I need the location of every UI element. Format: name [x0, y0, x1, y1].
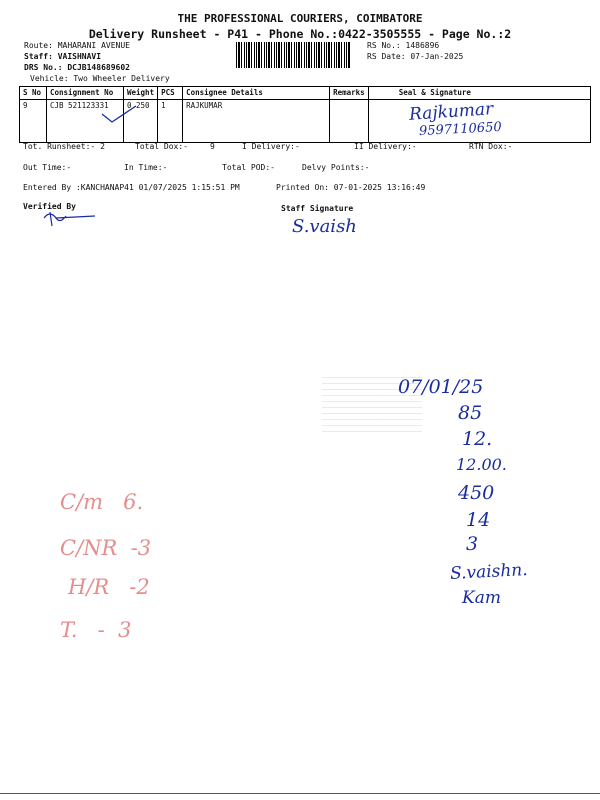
- total-dox-label: Total Dox:-: [135, 142, 188, 151]
- company-name: THE PROFESSIONAL COURIERS, COIMBATORE: [177, 12, 423, 25]
- i-delivery: I Delivery:-: [242, 142, 300, 151]
- cell-remarks: [330, 100, 369, 143]
- col-consignee: Consignee Details: [183, 87, 330, 100]
- hw-14: 14: [466, 509, 491, 531]
- verifier-signature-icon: [40, 208, 100, 228]
- col-sno: S No: [20, 87, 47, 100]
- hw-date: 07/01/25: [398, 376, 484, 398]
- consignee-phone: 9597110650: [418, 119, 502, 140]
- hw-note-hr: H/R -2: [68, 575, 150, 599]
- rs-number: RS No.: 1486896: [367, 41, 440, 50]
- hw-note-cnr: C/NR -3: [60, 536, 152, 560]
- delvy-points: Delvy Points:-: [302, 163, 370, 172]
- hw-12: 12.: [462, 428, 493, 450]
- col-weight: Weight: [124, 87, 158, 100]
- cell-weight: 0.250: [124, 100, 158, 143]
- hw-note-cm: C/m 6.: [60, 490, 144, 514]
- printed-on: Printed On: 07-01-2025 13:16:49: [276, 183, 426, 192]
- staff-signature: S.vaish: [292, 216, 357, 237]
- in-time: In Time:-: [124, 163, 168, 172]
- col-pcs: PCS: [158, 87, 183, 100]
- rs-date: RS Date: 07-Jan-2025: [367, 52, 464, 61]
- hw-450: 450: [458, 482, 495, 504]
- col-consignment: Consignment No: [47, 87, 124, 100]
- staff-signature-label: Staff Signature: [281, 204, 354, 213]
- cell-consignment: CJB 521123331: [47, 100, 124, 143]
- col-remarks: Remarks: [330, 87, 369, 100]
- hw-3: 3: [466, 533, 479, 555]
- route-label: Route: MAHARANI AVENUE: [24, 41, 130, 50]
- verified-by: Verified By: [23, 202, 76, 211]
- hw-85: 85: [458, 402, 483, 424]
- total-pod: Total POD:-: [222, 163, 275, 172]
- hw-signature-2: Kam: [462, 588, 501, 608]
- drs-label: DRS No.: DCJB148689602: [24, 63, 130, 72]
- rtn-dox: RTN Dox:-: [469, 142, 513, 151]
- check-mark-icon: [100, 102, 140, 126]
- hw-note-tr: T. - 3: [60, 618, 132, 642]
- runsheet-title: Delivery Runsheet - P41 - Phone No.:0422-3505555 - Page No.:2: [88, 27, 512, 41]
- ii-delivery: II Delivery:-: [354, 142, 417, 151]
- out-time: Out Time:-: [23, 163, 72, 172]
- vehicle-label: Vehicle: Two Wheeler Delivery: [30, 74, 170, 83]
- table-header-row: [20, 87, 591, 100]
- entered-by: Entered By :KANCHANAP41 01/07/2025 1:15:51 PM: [23, 183, 240, 192]
- cell-sno: 9: [20, 100, 47, 143]
- hw-1200: 12.00.: [456, 455, 507, 474]
- barcode-image: [236, 42, 350, 68]
- cell-signature: [368, 100, 590, 143]
- consignee-signature: Rajkumar: [408, 99, 494, 125]
- staff-label: Staff: VAISHNAVI: [24, 52, 102, 61]
- col-signature: Seal & Signature: [368, 87, 590, 100]
- cell-consignee: RAJKUMAR: [183, 100, 330, 143]
- tot-runsheet: Tot. Runsheet:- 2: [23, 142, 105, 151]
- page-bottom-edge: [0, 793, 600, 794]
- hw-signature-1: S.vaishn.: [449, 559, 529, 585]
- total-dox-value: 9: [210, 142, 215, 151]
- cell-pcs: 1: [158, 100, 183, 143]
